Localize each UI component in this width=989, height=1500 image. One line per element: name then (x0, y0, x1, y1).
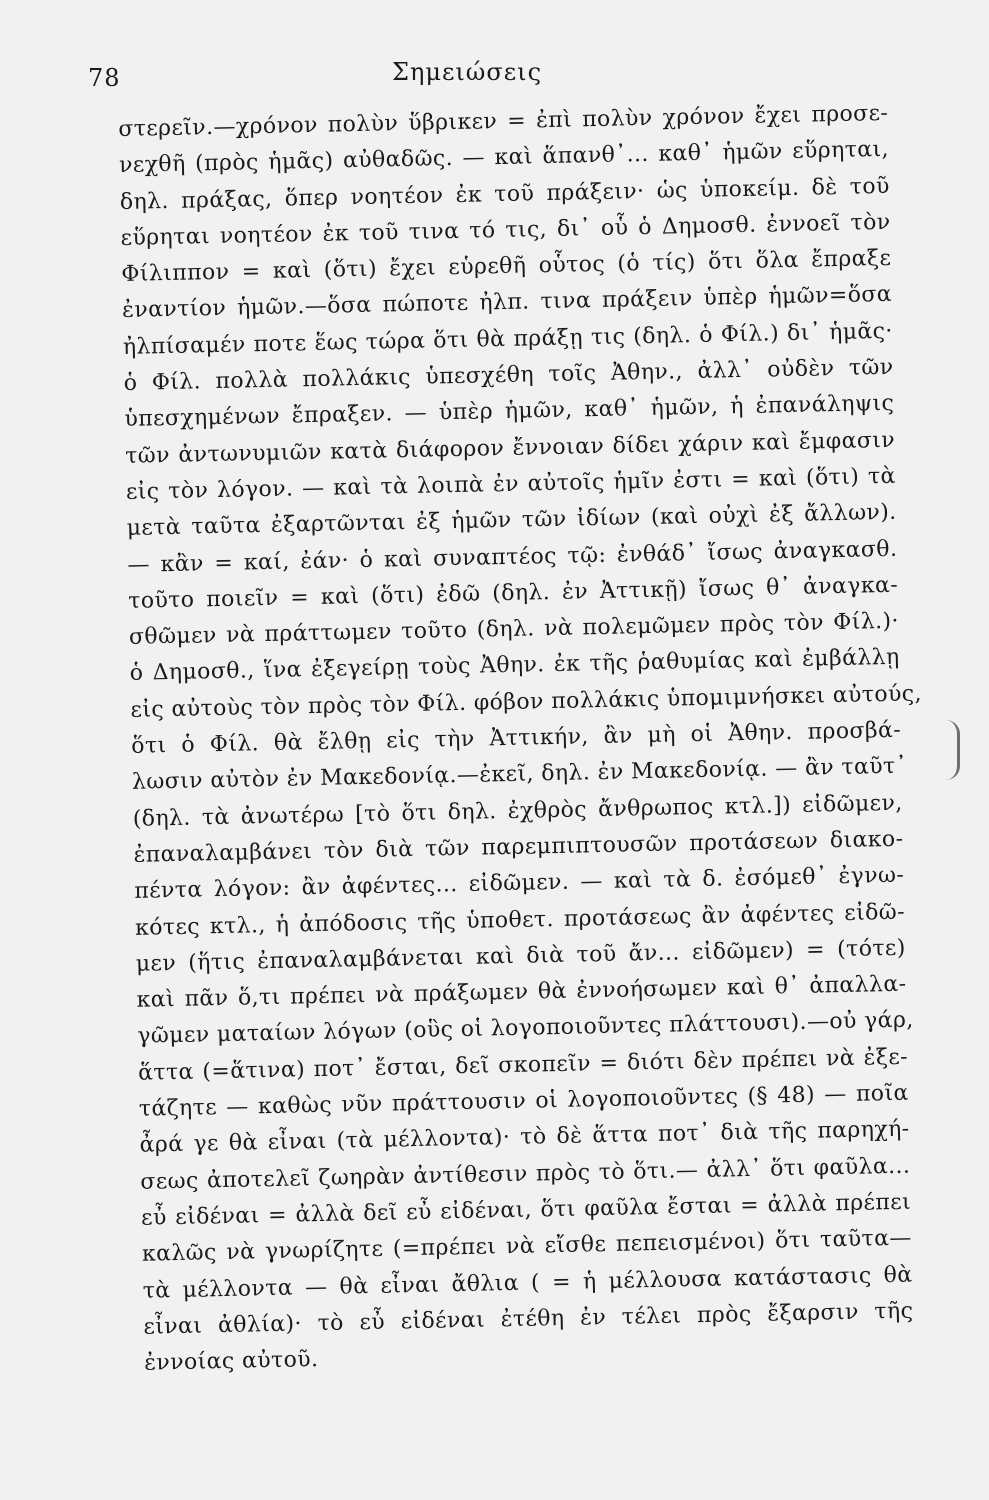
text-line: (δηλ. τὰ ἀνωτέρω [τὸ ὅτι δηλ. ἐχθρὸς ἄνθρωπος κτλ.]) εἰδῶμεν, (132, 790, 903, 832)
notes-body (118, 96, 923, 1382)
text-line: εὖ εἰδέναι = ἀλλὰ δεῖ εὖ εἰδέναι, ὅτι φαῦλα ἔσται = ἀλλὰ πρέπει (140, 1189, 912, 1231)
text-line: ὑπεσχημένων ἔπραξεν. — ὑπὲρ ἡμῶν, καθ᾽ ἡμῶν, ἡ ἐπανάληψις (124, 391, 895, 433)
text-line: ἠλπίσαμέν ποτε ἕως τώρα ὅτι θὰ πράξῃ τις (δηλ. ὁ Φίλ.) δι᾽ ἡμᾶς· (122, 318, 894, 360)
text-line: πέντα λόγον: ἂν ἀφέντες... εἰδῶμεν. — καὶ τὰ δ. ἐσόμεθ᾽ ἐγνω- (134, 862, 905, 905)
text-line: ἐννοίας αὐτοῦ. (143, 1347, 319, 1376)
text-line: νεχθῆ (πρὸς ἡμᾶς) αὐθαδῶς. — καὶ ἅπανθ᾽... καθ᾽ ἡμῶν εὕρηται, (118, 137, 890, 179)
text-line: εἶναι ἀθλία)· τὸ εὖ εἰδέναι ἐτέθη ἐν τέλει πρὸς ἔξαρσιν τῆς (143, 1298, 914, 1340)
text-line: στερεῖν.—χρόνον πολὺν ὕβρικεν = ἐπὶ πολὺν χρόνον ἔχει προσε- (118, 100, 889, 142)
text-line: ἐναντίον ἡμῶν.—ὅσα πώποτε ἠλπ. τινα πράξειν ὑπὲρ ἡμῶν=ὅσα (121, 282, 893, 324)
text-line: καλῶς νὰ γνωρίζητε (=πρέπει νὰ εἴσθε πεπεισμένοι) ὅτι ταῦτα— (141, 1225, 913, 1267)
text-line: μεν (ἥτις ἐπαναλαμβάνεται καὶ διὰ τοῦ ἄν... εἰδῶμεν) = (τότε) (135, 935, 906, 977)
text-line: ἆρά γε θὰ εἶναι (τὰ μέλλοντα)· τὸ δὲ ἅττα ποτ᾽ διὰ τῆς παρηχή- (139, 1116, 910, 1159)
text-line: ὅτι ὁ Φίλ. θὰ ἔλθῃ εἰς τὴν Ἀττικήν, ἂν μὴ οἱ Ἀθην. προσβά- (131, 717, 902, 759)
text-line: ὁ Φίλ. πολλὰ πολλάκις ὑπεσχέθη τοῖς Ἀθην., ἀλλ᾽ οὐδὲν τῶν (123, 354, 894, 397)
margin-pencil-mark (935, 720, 960, 780)
text-line: εἰς τὸν λόγον. — καὶ τὰ λοιπὰ ἐν αὐτοῖς ἡμῖν ἐστι = καὶ (ὅτι) τὰ (125, 463, 897, 505)
text-line: τὰ μέλλοντα — θὰ εἶναι ἄθλια ( = ἡ μέλλουσα κατάστασις θὰ (142, 1262, 913, 1304)
text-line: μετὰ ταῦτα ἐξαρτῶνται ἐξ ἡμῶν τῶν ἰδίων (καὶ οὐχὶ ἐξ ἄλλων). (126, 500, 897, 542)
text-line: — κἂν = καί, ἐάν· ὁ καὶ συναπτέος τῷ: ἐνθάδ᾽ ἴσως ἀναγκασθ. (127, 536, 898, 578)
text-line: γῶμεν ματαίων λόγων (οὓς οἱ λογοποιοῦντες πλάττουσι).—οὐ γάρ, (137, 1007, 914, 1050)
text-line: τοῦτο ποιεῖν = καὶ (ὅτι) ἐδῶ (δηλ. ἐν Ἀττικῇ) ἴσως θ᾽ ἀναγκα- (127, 572, 899, 614)
text-line: καὶ πᾶν ὅ,τι πρέπει νὰ πράξωμεν θὰ ἐννοήσωμεν καὶ θ᾽ ἀπαλλα- (136, 971, 907, 1013)
text-line: ἅττα (=ἅτινα) ποτ᾽ ἔσται, δεῖ σκοπεῖν = διότι δὲν πρέπει νὰ ἐξε- (137, 1044, 909, 1086)
page-number: 78 (88, 64, 121, 92)
text-line: ἐπαναλαμβάνει τὸν διὰ τῶν παρεμπιπτουσῶν προτάσεων διακο- (133, 826, 904, 868)
text-line: εὕρηται νοητέον ἐκ τοῦ τινα τό τις, δι᾽ οὗ ὁ Δημοσθ. ἐννοεῖ τὸν (120, 209, 891, 251)
text-line: λωσιν αὐτὸν ἐν Μακεδονίᾳ.—ἐκεῖ, δηλ. ἐν Μακεδονίᾳ. — ἂν ταῦτ᾽ (131, 753, 908, 796)
text-line: ὁ Δημοσθ., ἵνα ἐξεγείρῃ τοὺς Ἀθην. ἐκ τῆς ῥαθυμίας καὶ ἐμβάλλῃ (129, 645, 900, 687)
text-line: Φίλιππον = καὶ (ὅτι) ἔχει εὑρεθῆ οὗτος (ὁ τίς) ὅτι ὅλα ἔπραξε (121, 246, 892, 288)
text-line: σθῶμεν νὰ πράττωμεν τοῦτο (δηλ. νὰ πολεμῶμεν πρὸς τὸν Φίλ.)· (128, 608, 900, 651)
text-line: κότες κτλ., ἡ ἀπόδοσις τῆς ὑποθετ. προτάσεως ἂν ἀφέντες εἰδῶ- (134, 899, 906, 941)
text-line: εἰς αὐτοὺς τὸν πρὸς τὸν Φίλ. φόβον πολλάκις ὑπομιμνήσκει αὐτούς, (130, 681, 923, 723)
running-title: Σημειώσεις (392, 58, 543, 86)
text-line: δηλ. πράξας, ὅπερ νοητέον ἐκ τοῦ πράξειν· ὡς ὑποκείμ. δὲ τοῦ (119, 173, 890, 215)
text-line: τάζητε — καθὼς νῦν πράττουσιν οἱ λογοποιοῦντες (§ 48) — ποῖα (138, 1080, 909, 1122)
text-line: τῶν ἀντωνυμιῶν κατὰ διάφορον ἔννοιαν δίδει χάριν καὶ ἔμφασιν (124, 427, 896, 469)
text-line: σεως ἀποτελεῖ ζωηρὰν ἀντίθεσιν πρὸς τὸ ὅτι.— ἀλλ᾽ ὅτι φαῦλα... (140, 1153, 911, 1195)
